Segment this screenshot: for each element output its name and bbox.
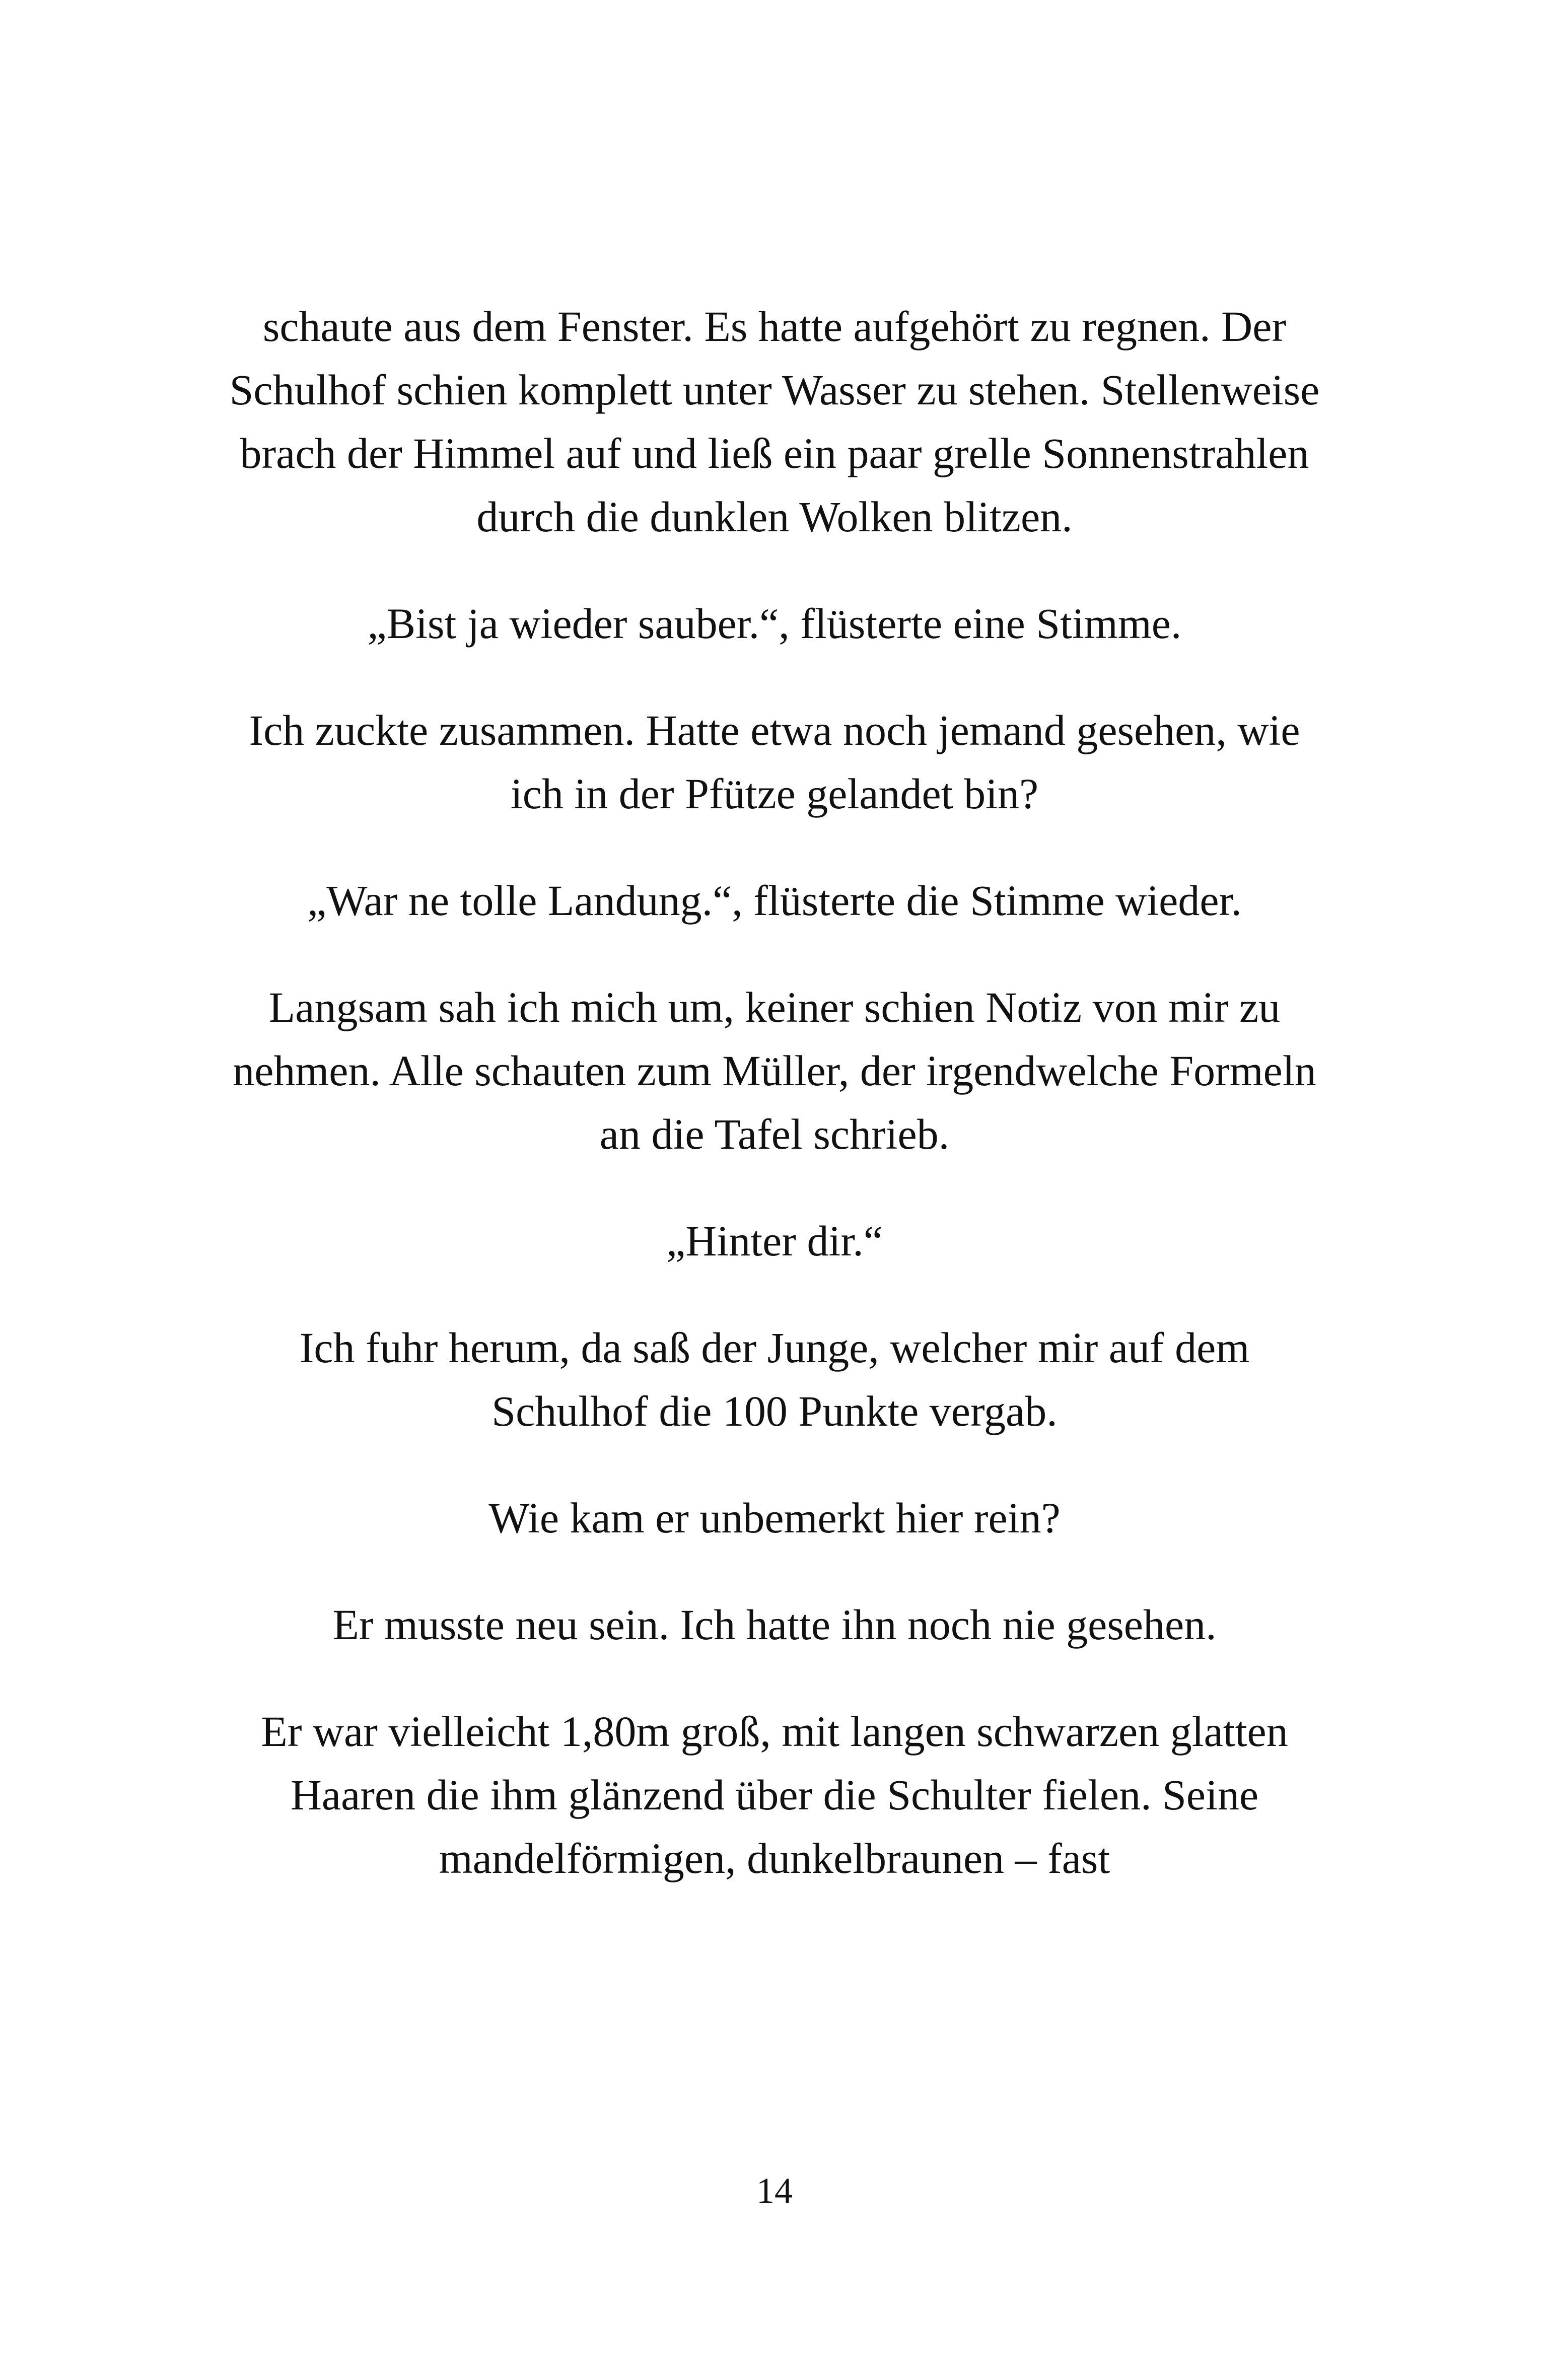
paragraph: „War ne tolle Landung.“, flüsterte die Stimme wieder. — [307, 876, 1242, 925]
paragraph: Ich fuhr herum, da saß der Junge, welcher mir auf dem Schulhof die 100 Punkte vergab. — [299, 1323, 1250, 1435]
paragraph: schaute aus dem Fenster. Es hatte aufgehört zu regnen. Der Schulhof schien komplett unter Wasser zu stehen. Stellenweise brach der Himmel auf und ließ ein paar grelle Sonnenstrahlen durch die dunklen Wolken blitzen. — [229, 302, 1320, 541]
paragraph: Wie kam er unbemerkt hier rein? — [488, 1494, 1061, 1542]
page-number: 14 — [756, 2171, 793, 2211]
paragraph: „Hinter dir.“ — [666, 1217, 883, 1265]
body-text — [222, 295, 1327, 1933]
paragraph: „Bist ja wieder sauber.“, flüsterte eine Stimme. — [367, 599, 1182, 648]
paragraph: Langsam sah ich mich um, keiner schien Notiz von mir zu nehmen. Alle schauten zum Müller, der irgendwelche Formeln an die Tafel schrieb. — [233, 983, 1316, 1158]
paragraph: Ich zuckte zusammen. Hatte etwa noch jemand gesehen, wie ich in der Pfütze gelandet bin? — [249, 706, 1300, 818]
paragraph: Er war vielleicht 1,80m groß, mit langen schwarzen glatten Haaren die ihm glänzend über die Schulter fielen. Seine mandelförmigen, dunkelbraunen – fast — [261, 1707, 1288, 1882]
paragraph: Er musste neu sein. Ich hatte ihn noch nie gesehen. — [332, 1600, 1217, 1649]
